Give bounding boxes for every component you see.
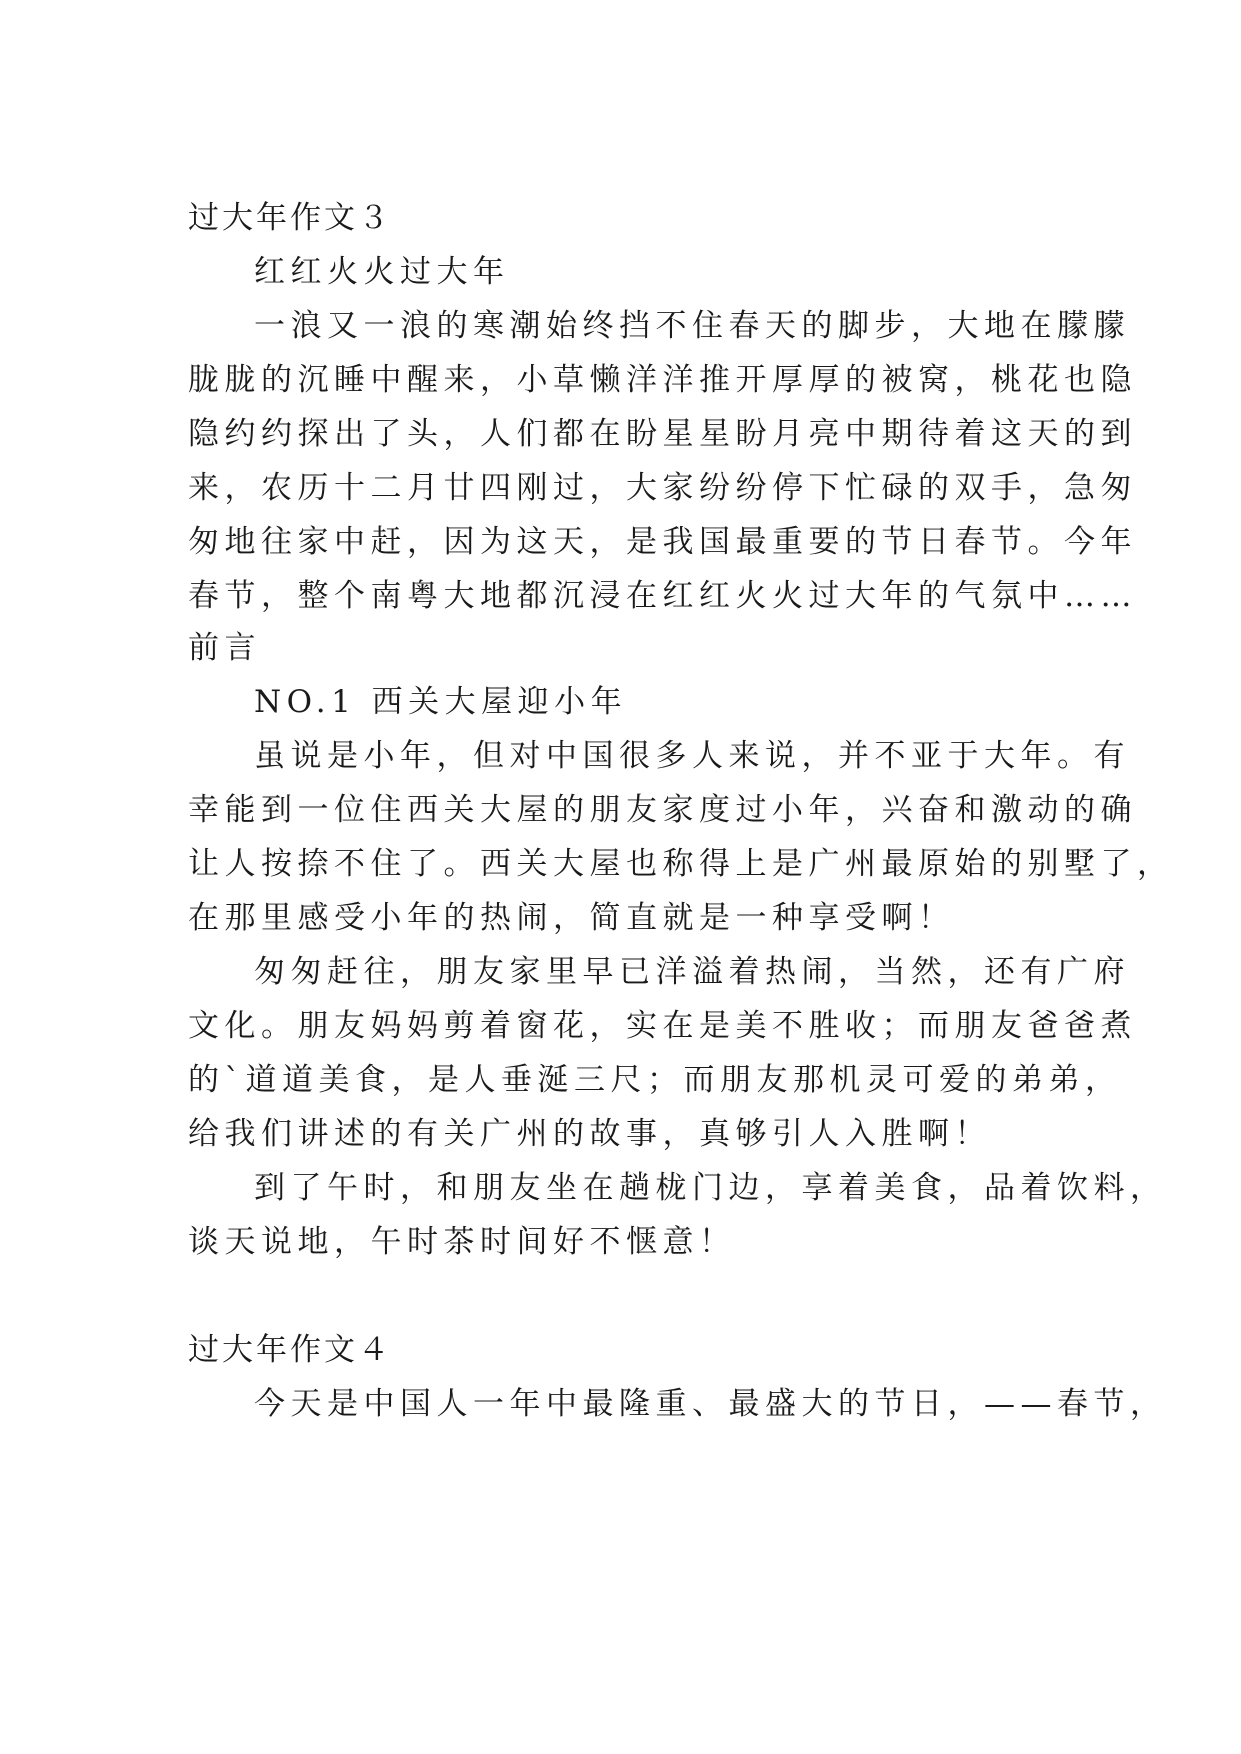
essay-3-intro-line-2: 胧胧的沉睡中醒来，小草懒洋洋推开厚厚的被窝，桃花也隐 xyxy=(188,362,1137,398)
essay-3-para-1-line-1: 虽说是小年，但对中国很多人来说，并不亚于大年。有 xyxy=(254,738,1130,774)
essay-3-para-3-line-1: 到了午时，和朋友坐在趟栊门边，享着美食，品着饮料， xyxy=(254,1170,1167,1206)
essay-3-para-2-line-2: 文化。朋友妈妈剪着窗花，实在是美不胜收；而朋友爸爸煮 xyxy=(188,1008,1137,1044)
essay-4-heading: 过大年作文４ xyxy=(188,1332,392,1368)
essay-3-intro-line-3: 隐约约探出了头，人们都在盼星星盼月亮中期待着这天的到 xyxy=(188,416,1137,452)
essay-3-para-3-line-2: 谈天说地，午时茶时间好不惬意！ xyxy=(188,1224,736,1260)
essay-3-para-1-line-3: 让人按捺不住了。西关大屋也称得上是广州最原始的别墅了， xyxy=(188,846,1174,882)
essay-3-para-1-line-4: 在那里感受小年的热闹，简直就是一种享受啊！ xyxy=(188,900,955,936)
essay-3-para-2-line-4: 给我们讲述的有关广州的故事，真够引人入胜啊！ xyxy=(188,1116,991,1152)
essay-3-heading: 过大年作文３ xyxy=(188,200,392,236)
essay-3-intro-line-5: 匆地往家中赶，因为这天，是我国最重要的节日春节。今年 xyxy=(188,524,1137,560)
essay-3-intro-line-7: 前言 xyxy=(188,630,261,666)
essay-3-intro-line-4: 来，农历十二月廿四刚过，大家纷纷停下忙碌的双手，急匆 xyxy=(188,470,1137,506)
essay-3-title: 红红火火过大年 xyxy=(254,254,510,290)
essay-3-intro-line-1: 一浪又一浪的寒潮始终挡不住春天的脚步，大地在朦朦 xyxy=(254,308,1130,344)
essay-3-para-1-line-2: 幸能到一位住西关大屋的朋友家度过小年，兴奋和激动的确 xyxy=(188,792,1137,828)
essay-3-para-2-line-3: 的`道道美食，是人垂涎三尺；而朋友那机灵可爱的弟弟， xyxy=(188,1062,1122,1098)
essay-4-para-1-line-1: 今天是中国人一年中最隆重、最盛大的节日，——春节， xyxy=(254,1386,1167,1422)
essay-3-intro-line-6: 春节，整个南粤大地都沉浸在红红火火过大年的气氛中…… xyxy=(188,578,1137,614)
essay-3-section-1-title: NO.1 西关大屋迎小年 xyxy=(254,684,628,720)
essay-3-para-2-line-1: 匆匆赶往，朋友家里早已洋溢着热闹，当然，还有广府 xyxy=(254,954,1130,990)
